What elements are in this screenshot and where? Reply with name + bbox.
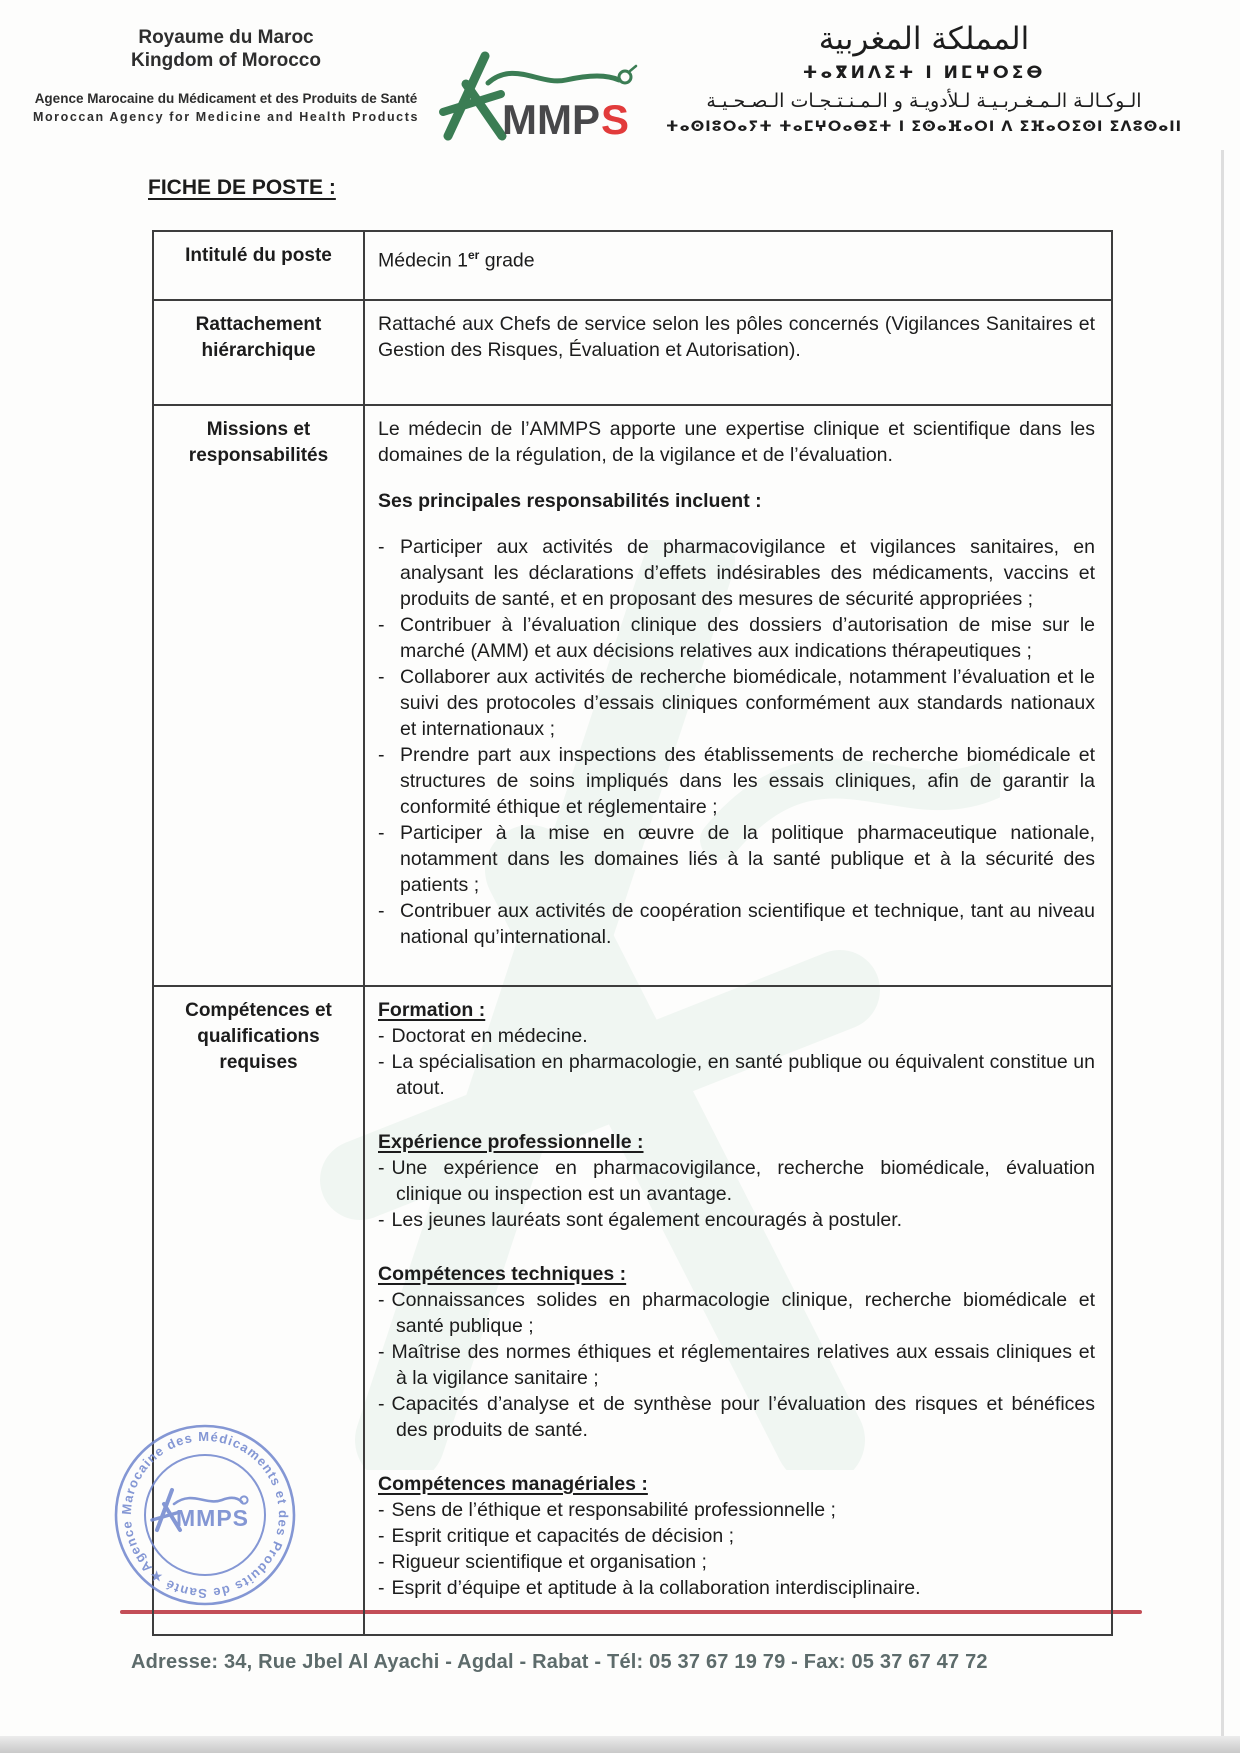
bullet-dash: - xyxy=(378,614,385,636)
logo-text-s: S xyxy=(601,96,630,142)
bullet-dash: - xyxy=(378,822,385,844)
arabic-agency-name: الـوكـالـة الـمـغـربـيـة لـلأدويـة و الـمـنـتـجـات الـصـحـيـة xyxy=(706,90,1142,112)
bullet-dash: - xyxy=(378,744,385,766)
item-dash: - xyxy=(378,1341,385,1363)
item-dash: - xyxy=(378,1551,385,1573)
kingdom-title-en: Kingdom of Morocco xyxy=(131,50,321,71)
kingdom-title-fr: Royaume du Maroc xyxy=(138,27,314,48)
row-label: Intitulé du poste xyxy=(153,231,364,300)
page-edge-right xyxy=(1221,150,1224,1736)
item-text: Maîtrise des normes éthiques et réglementaires relatives aux essais cliniques et à la vigilance sanitaire ; xyxy=(391,1341,1095,1389)
ammps-logo xyxy=(428,50,650,142)
stamp-center-text: MMPS xyxy=(176,1505,249,1531)
bullet-item xyxy=(378,742,1095,820)
job-title-text: Médecin 1 xyxy=(378,249,468,272)
arabic-kingdom-title: المملكة المغربية xyxy=(818,21,1030,57)
section-item xyxy=(378,1523,1095,1549)
item-dash: - xyxy=(378,1025,385,1047)
row-label: Missions et responsabilités xyxy=(153,405,364,986)
item-dash: - xyxy=(378,1289,385,1311)
section-heading: Compétences techniques : xyxy=(378,1263,627,1285)
table-row-rattachement xyxy=(153,300,1112,405)
item-text: Rigueur scientifique et organisation ; xyxy=(391,1551,707,1573)
item-dash: - xyxy=(378,1209,385,1231)
page-edge-bottom xyxy=(0,1736,1240,1753)
hierarchy-value: Rattaché aux Chefs de service selon les pôles concernés (Vigilances Sanitaires et Gestion des Risques, Évaluation et Autorisation). xyxy=(364,300,1112,405)
item-text: Doctorat en médecine. xyxy=(391,1025,588,1047)
job-title-suffix: grade xyxy=(479,249,535,272)
bullet-item xyxy=(378,820,1095,898)
item-dash: - xyxy=(378,1157,385,1179)
section-item xyxy=(378,1549,1095,1575)
bullet-text: Contribuer à l’évaluation clinique des dossiers d’autorisation de mise sur le marché (AMM) et aux décisions relatives aux indications thérapeutiques ; xyxy=(400,614,1095,662)
official-stamp xyxy=(110,1420,300,1610)
job-title-value xyxy=(364,231,1112,300)
section-item xyxy=(378,1287,1095,1339)
section-item xyxy=(378,1207,1095,1233)
item-dash: - xyxy=(378,1499,385,1521)
section-item xyxy=(378,1049,1095,1101)
bullet-list xyxy=(378,534,1095,950)
header-left xyxy=(30,26,422,127)
header-right xyxy=(638,18,1210,138)
logo-stethoscope-icon xyxy=(488,66,636,83)
item-text: Capacités d’analyse et de synthèse pour l’évaluation des risques et bénéfices des produits de santé. xyxy=(391,1393,1095,1441)
section-experience xyxy=(378,1129,1095,1233)
bullet-dash: - xyxy=(378,536,385,558)
section-item xyxy=(378,1023,1095,1049)
bullet-item xyxy=(378,534,1095,612)
section-heading: Compétences managériales : xyxy=(378,1473,648,1495)
item-text: Connaissances solides en pharmacologie clinique, recherche biomédicale et santé publique ; xyxy=(391,1289,1095,1337)
section-item xyxy=(378,1497,1095,1523)
bullet-text: Prendre part aux inspections des établissements de recherche biomédicale et structures de soins impliqués dans les essais cliniques, afin de garantir la conformité éthique et réglementaire ; xyxy=(400,744,1095,818)
tifinagh-agency-name: ⵜⴰⵙⵏⵓⵔⴰⵢⵜ ⵜⴰⵎⵖⵔⴰⴱⵉⵜ ⵏ ⵉⵙⴰⴼⴰⵔⵏ ⴷ ⵉⴼⴰⵔⵉⵙⵏ ⵉⴷⵓⵙⴰⵏⵏ xyxy=(665,119,1183,135)
item-dash: - xyxy=(378,1577,385,1599)
item-dash: - xyxy=(378,1525,385,1547)
missions-intro: Le médecin de l’AMMPS apporte une expertise clinique et scientifique dans les domaines de la régulation, de la vigilance et de l’évaluation. xyxy=(378,418,1095,466)
row-label: Rattachement hiérarchique xyxy=(153,300,364,405)
item-text: Les jeunes lauréats sont également encouragés à postuler. xyxy=(391,1209,903,1231)
agency-name-en: Moroccan Agency for Medicine and Health Products xyxy=(32,110,420,124)
section-item xyxy=(378,1575,1095,1601)
footer-address: Adresse: 34, Rue Jbel Al Ayachi - Agdal - Rabat - Tél: 05 37 67 19 79 - Fax: 05 37 67 47 72 xyxy=(131,1651,988,1673)
missions-subheading: Ses principales responsabilités incluent : xyxy=(378,490,762,512)
logo-a-icon xyxy=(443,56,502,136)
section-item xyxy=(378,1391,1095,1443)
row-label: Compétences et qualifications requises xyxy=(153,986,364,1635)
bullet-item xyxy=(378,664,1095,742)
item-text: Esprit d’équipe et aptitude à la collaboration interdisciplinaire. xyxy=(391,1577,921,1599)
ordinal-superscript: er xyxy=(467,248,480,262)
bullet-dash: - xyxy=(378,666,385,688)
bullet-text: Collaborer aux activités de recherche biomédicale, notamment l’évaluation et le suivi des protocoles d’essais cliniques conformément aux standards nationaux et internationaux ; xyxy=(400,666,1095,740)
item-text: La spécialisation en pharmacologie, en santé publique ou équivalent constitue un atout. xyxy=(391,1051,1095,1099)
section-competences-techniques xyxy=(378,1261,1095,1443)
competences-value xyxy=(364,986,1112,1635)
bullet-text: Participer aux activités de pharmacovigilance et vigilances sanitaires, en analysant les déclarations d’effets indésirables des médicaments, vaccins et produits de santé, et en proposant des mesures de sécurité appropriées ; xyxy=(400,536,1095,610)
section-competences-manageriales xyxy=(378,1471,1095,1601)
section-formation xyxy=(378,997,1095,1101)
item-dash: - xyxy=(378,1393,385,1415)
section-item xyxy=(378,1155,1095,1207)
bullet-dash: - xyxy=(378,900,385,922)
bullet-item xyxy=(378,898,1095,950)
agency-name-fr: Agence Marocaine du Médicament et des Produits de Santé xyxy=(34,91,418,106)
item-text: Esprit critique et capacités de décision ; xyxy=(391,1525,735,1547)
table-row-intitule xyxy=(153,231,1112,300)
item-text: Sens de l’éthique et responsabilité professionnelle ; xyxy=(391,1499,836,1521)
table-row-missions xyxy=(153,405,1112,986)
item-text: Une expérience en pharmacovigilance, recherche biomédicale, évaluation clinique ou inspection est un avantage. xyxy=(391,1157,1095,1205)
stamp-ring-text: Agence Marocaine des Médicaments et des Produits de Santé ★ xyxy=(118,1428,291,1602)
item-dash: - xyxy=(378,1051,385,1073)
bullet-text: Participer à la mise en œuvre de la politique pharmaceutique nationale, notamment dans les domaines liés à la santé publique et à la sécurité des patients ; xyxy=(400,822,1095,896)
logo-text-mmp: MMP xyxy=(502,96,600,142)
section-heading: Formation : xyxy=(378,999,486,1021)
bullet-text: Contribuer aux activités de coopération scientifique et technique, tant au niveau national qu’international. xyxy=(400,900,1095,948)
bullet-item xyxy=(378,612,1095,664)
page-title: FICHE DE POSTE : xyxy=(148,176,336,199)
tifinagh-kingdom-title: ⵜⴰⴳⵍⴷⵉⵜ ⵏ ⵍⵎⵖⵔⵉⴱ xyxy=(802,63,1046,83)
section-heading: Expérience professionnelle : xyxy=(378,1131,644,1153)
section-item xyxy=(378,1339,1095,1391)
missions-value xyxy=(364,405,1112,986)
